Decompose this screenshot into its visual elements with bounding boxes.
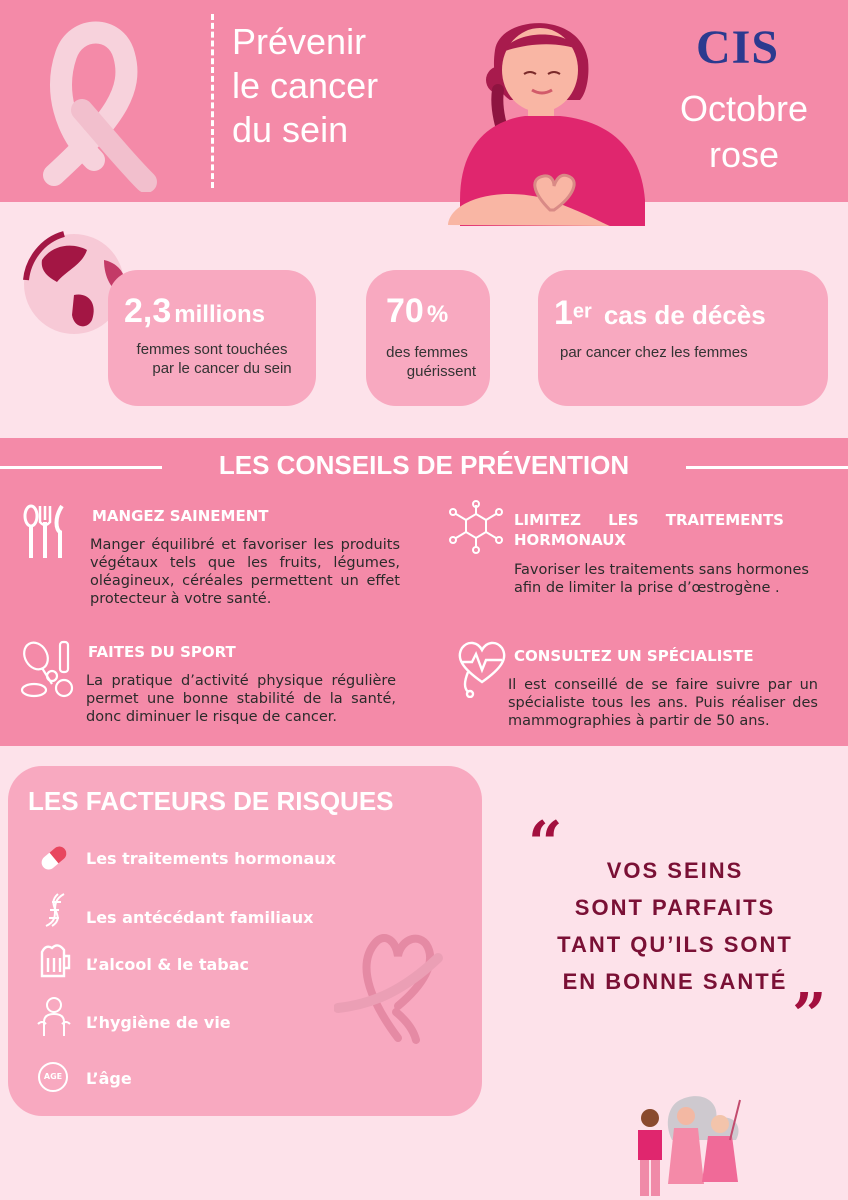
risk-item: L’hygiène de vie bbox=[86, 1013, 231, 1032]
title-line: Prévenir bbox=[232, 21, 367, 62]
title-line: du sein bbox=[232, 109, 349, 150]
stat-value: 2,3 bbox=[124, 292, 172, 330]
tip-title-eat: MANGEZ SAINEMENT bbox=[92, 507, 269, 525]
cis-logo: CIS bbox=[696, 21, 780, 74]
stat-superscript: er bbox=[572, 300, 592, 323]
stat-value: 1 bbox=[554, 294, 573, 332]
age-badge-text: AGE bbox=[43, 1072, 63, 1081]
risk-item: L’alcool & le tabac bbox=[86, 955, 250, 974]
quote-line: TANT QU’ILS SONT bbox=[557, 932, 793, 957]
campaign-name bbox=[650, 86, 838, 178]
tip-text-hormones: Favoriser les traitements sans hormones afin de limiter la prise d’œstrogène . bbox=[514, 562, 809, 596]
stat-desc-line: par cancer chez les femmes bbox=[560, 344, 748, 361]
sports-equipment-icon bbox=[18, 638, 80, 700]
tip-text-sport: La pratique d’activité physique régulière permet une bonne stabilité de la santé, donc diminuer le risque de cancer. bbox=[86, 673, 396, 725]
risk-factors-title: LES FACTEURS DE RISQUES bbox=[28, 786, 394, 816]
tip-text-eat: Manger équilibré et favoriser les produits végétaux tels que les fruits, légumes, oléagineux, céréales permettent un effet protecteur à votre santé. bbox=[90, 537, 400, 607]
risk-item: Les antécédant familiaux bbox=[86, 908, 314, 927]
stat-value: 70 bbox=[386, 292, 424, 330]
tip-title-specialist: CONSULTEZ UN SPÉCIALISTE bbox=[514, 647, 754, 665]
heart-ribbon-illustration bbox=[334, 926, 454, 1046]
risk-item: L’âge bbox=[86, 1069, 132, 1088]
stat-unit: % bbox=[426, 301, 449, 328]
three-women-illustration bbox=[620, 1090, 770, 1200]
quote-line: VOS SEINS bbox=[606, 858, 744, 883]
stat-value-cases bbox=[124, 292, 265, 331]
cutlery-icon bbox=[22, 504, 70, 560]
quote-text bbox=[520, 852, 830, 1000]
dna-icon bbox=[40, 892, 70, 928]
person-hygiene-icon bbox=[36, 996, 72, 1038]
title-rule-right bbox=[686, 466, 848, 469]
stat-unit: cas de décès bbox=[603, 300, 766, 330]
page-title bbox=[232, 20, 442, 152]
stat-value-deaths bbox=[554, 294, 766, 333]
woman-heart-hands-illustration bbox=[440, 10, 660, 226]
tip-text-specialist: Il est conseillé de se faire suivre par un spécialiste tous les ans. Puis réaliser des mammographies à partir de 50 ans. bbox=[508, 677, 818, 729]
stat-desc-line: femmes sont touchées bbox=[136, 341, 288, 358]
beer-mug-icon bbox=[36, 942, 74, 980]
campaign-line: rose bbox=[708, 134, 780, 175]
stat-desc-deaths bbox=[560, 343, 810, 362]
stat-desc-line: des femmes bbox=[386, 344, 468, 361]
age-badge-icon bbox=[38, 1062, 68, 1092]
title-line: le cancer bbox=[232, 65, 379, 106]
tip-title-hormones: LIMITEZ LES TRAITEMENTS HORMONAUX bbox=[514, 511, 784, 549]
quote-line: EN BONNE SANTÉ bbox=[562, 969, 788, 994]
campaign-line: Octobre bbox=[679, 88, 809, 129]
risk-item: Les traitements hormonaux bbox=[86, 849, 336, 868]
stat-unit: millions bbox=[174, 301, 265, 328]
open-quote-mark: “ bbox=[528, 809, 563, 879]
header-divider bbox=[211, 14, 214, 188]
stat-desc-recovery bbox=[372, 343, 482, 381]
pink-ribbon-icon bbox=[24, 10, 164, 192]
prevention-title: LES CONSEILS DE PRÉVENTION bbox=[218, 450, 630, 480]
stat-card-deaths bbox=[538, 270, 828, 406]
heart-stethoscope-icon bbox=[454, 638, 510, 698]
pill-icon bbox=[36, 840, 72, 876]
stat-card-cases bbox=[108, 270, 316, 406]
quote-line: SONT PARFAITS bbox=[574, 895, 776, 920]
close-quote-mark: ” bbox=[792, 981, 827, 1051]
stat-card-recovery bbox=[366, 270, 490, 406]
stat-desc-cases bbox=[112, 340, 312, 378]
stat-value-recovery bbox=[386, 292, 448, 331]
title-rule-left bbox=[0, 466, 162, 469]
molecule-icon bbox=[446, 500, 506, 556]
stat-desc-line: par le cancer du sein bbox=[152, 360, 292, 377]
stat-desc-line: guérissent bbox=[406, 363, 476, 380]
tip-title-sport: FAITES DU SPORT bbox=[88, 643, 236, 661]
